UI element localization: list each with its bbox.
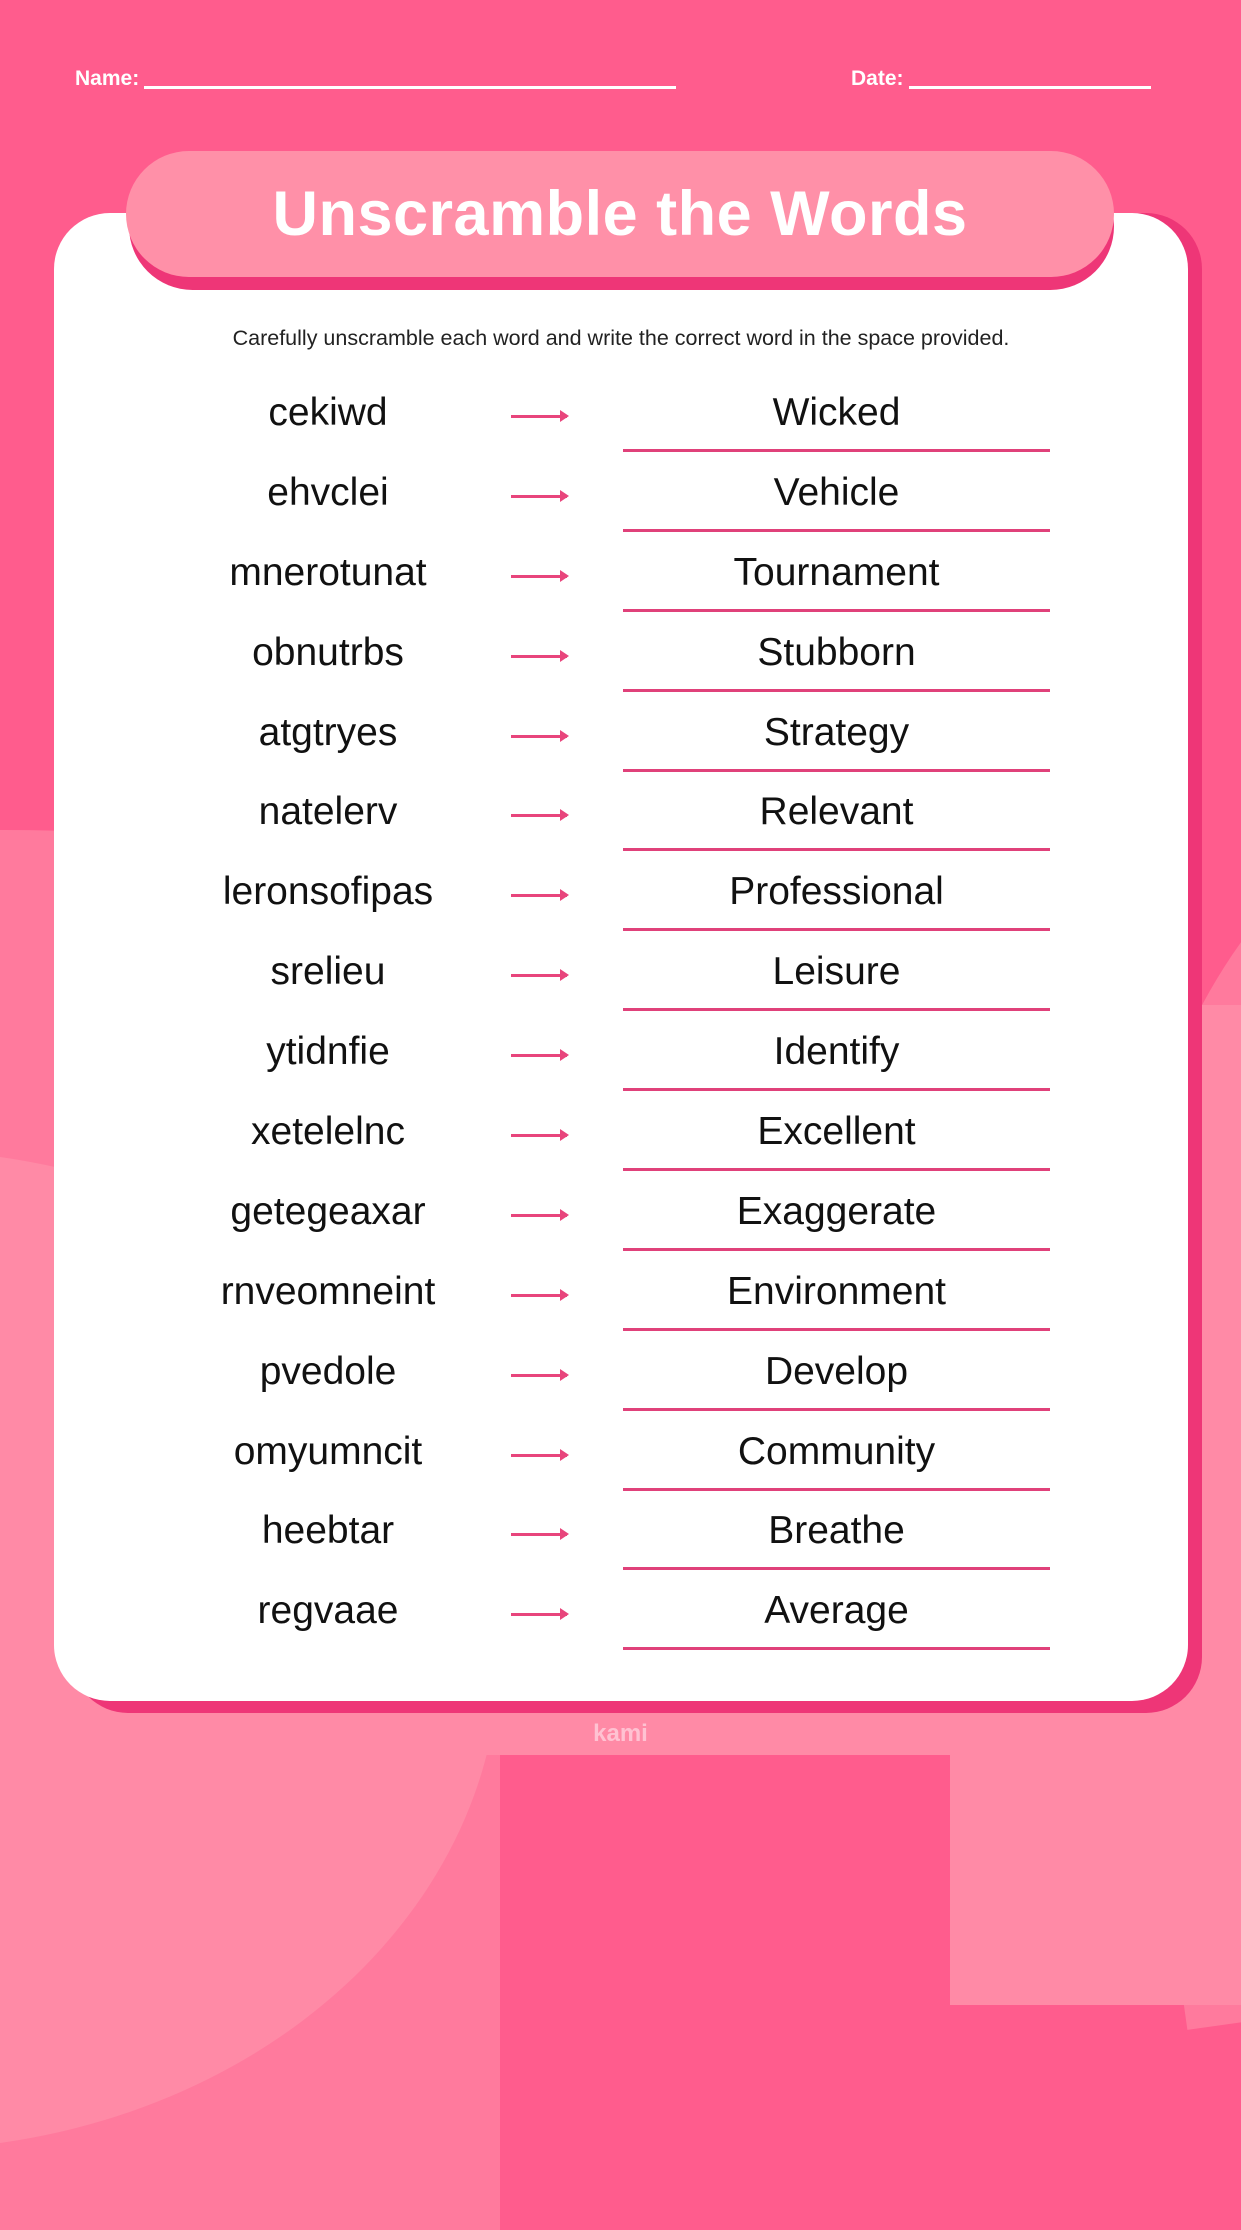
answer-line bbox=[623, 1168, 1050, 1171]
scrambled-word: ehvclei bbox=[267, 470, 389, 514]
answer-text[interactable]: Environment bbox=[727, 1269, 946, 1313]
scrambled-word: srelieu bbox=[270, 950, 386, 994]
word-row bbox=[0, 776, 1241, 856]
answer-text[interactable]: Vehicle bbox=[773, 470, 900, 514]
scrambled-word: regvaae bbox=[257, 1589, 399, 1633]
right-arrow-icon bbox=[511, 575, 567, 578]
right-arrow-icon bbox=[511, 415, 567, 418]
date-label: Date: bbox=[851, 67, 904, 90]
right-arrow-icon bbox=[511, 974, 567, 977]
answer-text[interactable]: Wicked bbox=[772, 391, 901, 434]
scrambled-word: leronsofipas bbox=[222, 870, 434, 914]
answer-line bbox=[623, 1328, 1050, 1331]
answer-line bbox=[623, 1567, 1050, 1570]
word-list bbox=[0, 377, 1241, 1655]
scrambled-word: pvedole bbox=[259, 1349, 397, 1393]
answer-line bbox=[623, 449, 1050, 452]
answer-text[interactable]: Average bbox=[764, 1589, 909, 1633]
answer-text[interactable]: Excellent bbox=[757, 1110, 916, 1154]
answer-line bbox=[623, 529, 1050, 532]
scrambled-word: cekiwd bbox=[268, 391, 388, 434]
word-row bbox=[0, 617, 1241, 697]
answer-line bbox=[623, 609, 1050, 612]
right-arrow-icon bbox=[511, 1054, 567, 1057]
scrambled-word: atgtryes bbox=[258, 710, 398, 754]
word-row bbox=[0, 1336, 1241, 1416]
answer-text[interactable]: Identify bbox=[773, 1030, 900, 1074]
right-arrow-icon bbox=[511, 735, 567, 738]
right-arrow-icon bbox=[511, 894, 567, 897]
scrambled-word: getegeaxar bbox=[230, 1189, 426, 1233]
header-fields bbox=[0, 66, 1241, 96]
answer-text[interactable]: Tournament bbox=[733, 550, 940, 594]
scrambled-word: obnutrbs bbox=[252, 630, 404, 674]
name-field[interactable] bbox=[75, 66, 676, 89]
scrambled-word: xetelelnc bbox=[251, 1110, 405, 1154]
right-arrow-icon bbox=[511, 1134, 567, 1137]
word-row bbox=[0, 377, 1241, 457]
answer-line bbox=[623, 928, 1050, 931]
word-row bbox=[0, 1575, 1241, 1655]
word-row bbox=[0, 457, 1241, 537]
word-row bbox=[0, 1256, 1241, 1336]
right-arrow-icon bbox=[511, 495, 567, 498]
word-row bbox=[0, 697, 1241, 777]
name-label: Name: bbox=[75, 67, 140, 90]
word-row bbox=[0, 856, 1241, 936]
answer-line bbox=[623, 848, 1050, 851]
page-title: Unscramble the Words bbox=[272, 179, 968, 249]
scrambled-word: heebtar bbox=[261, 1509, 395, 1553]
word-row bbox=[0, 936, 1241, 1016]
answer-text[interactable]: Relevant bbox=[759, 790, 914, 834]
right-arrow-icon bbox=[511, 1294, 567, 1297]
word-row bbox=[0, 1416, 1241, 1496]
answer-text[interactable]: Community bbox=[737, 1429, 936, 1473]
word-row bbox=[0, 537, 1241, 617]
word-row bbox=[0, 1096, 1241, 1176]
right-arrow-icon bbox=[511, 1533, 567, 1536]
answer-text[interactable]: Exaggerate bbox=[736, 1189, 937, 1233]
right-arrow-icon bbox=[511, 1454, 567, 1457]
answer-text[interactable]: Stubborn bbox=[757, 630, 916, 674]
answer-text[interactable]: Leisure bbox=[772, 950, 901, 994]
kami-logo: kami bbox=[593, 1720, 648, 1747]
answer-text[interactable]: Breathe bbox=[768, 1509, 905, 1553]
date-input-line[interactable] bbox=[909, 66, 1151, 89]
answer-line bbox=[623, 1408, 1050, 1411]
scrambled-word: omyumncit bbox=[233, 1429, 423, 1473]
answer-line bbox=[623, 769, 1050, 772]
answer-text[interactable]: Strategy bbox=[763, 710, 910, 754]
answer-text[interactable]: Professional bbox=[729, 870, 944, 914]
instruction-text: Carefully unscramble each word and write the correct word in the space provided. bbox=[232, 326, 1010, 350]
right-arrow-icon bbox=[511, 655, 567, 658]
date-field[interactable] bbox=[851, 66, 1151, 89]
right-arrow-icon bbox=[511, 814, 567, 817]
name-input-line[interactable] bbox=[144, 66, 676, 89]
scrambled-word: natelerv bbox=[258, 790, 398, 834]
word-row bbox=[0, 1495, 1241, 1575]
scrambled-word: ytidnfie bbox=[266, 1030, 390, 1074]
right-arrow-icon bbox=[511, 1374, 567, 1377]
scrambled-word: rnveomneint bbox=[220, 1269, 436, 1313]
right-arrow-icon bbox=[511, 1214, 567, 1217]
answer-line bbox=[623, 689, 1050, 692]
answer-line bbox=[623, 1248, 1050, 1251]
answer-line bbox=[623, 1008, 1050, 1011]
right-arrow-icon bbox=[511, 1613, 567, 1616]
scrambled-word: mnerotunat bbox=[229, 550, 427, 594]
word-row bbox=[0, 1016, 1241, 1096]
word-row bbox=[0, 1176, 1241, 1256]
answer-line bbox=[623, 1647, 1050, 1650]
answer-line bbox=[623, 1088, 1050, 1091]
title-banner bbox=[126, 151, 1114, 277]
answer-line bbox=[623, 1488, 1050, 1491]
answer-text[interactable]: Develop bbox=[764, 1349, 909, 1393]
